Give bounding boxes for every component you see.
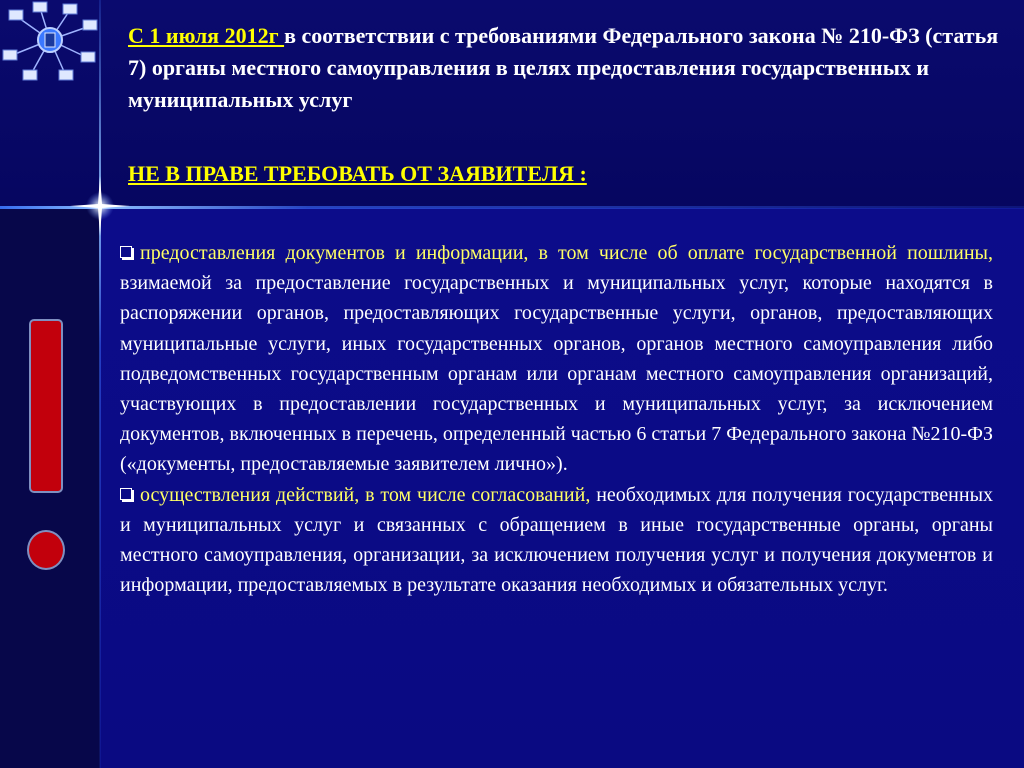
- list-item-text: взимаемой за предоставление государственных и муниципальных услуг, которые находятся в распоряжении органов, предоставляющих государственные услуги, органов, предоставляющих муниципальные услуги, иных государственных органов, органов местного самоуправления либо подведомственных государственным органам или органам местного самоуправления организаций, участвующих в предоставлении государственных и муниципальных услуг, за исключением документов, включенных в перечень, определенный частью 6 статьи 7 Федерального закона №210-ФЗ («документы, предоставляемые заявителем лично»).: [120, 272, 993, 476]
- list-item-text: необходимых для получения государственных и муниципальных услуг и связанных с обращением в иные государственные органы, органы местного самоуправления, организации, за исключением получения услуг и получения документов и информации, предоставляемых в результате оказания необходимых и обязательных услуг.: [120, 483, 994, 597]
- network-icon: [0, 0, 100, 90]
- notice-heading: НЕ В ПРАВЕ ТРЕБОВАТЬ ОТ ЗАЯВИТЕЛЯ :: [128, 161, 587, 186]
- header-statement: [128, 20, 1008, 116]
- checkbox-bullet-icon: [120, 246, 132, 258]
- exclamation-dot-icon: [27, 530, 65, 570]
- exclamation-mark-icon: [29, 319, 63, 493]
- checkbox-bullet-icon: [120, 488, 132, 500]
- requirements-list: [120, 238, 993, 600]
- list-item: [120, 238, 993, 480]
- header-intro-text: в соответствии с требованиями Федерального закона № 210-ФЗ (статья 7) органы местного самоуправления в целях предоставления государственных и муниципальных услуг: [128, 23, 999, 112]
- effective-date: С 1 июля 2012г: [128, 23, 285, 48]
- vertical-light-line: [99, 0, 101, 768]
- list-item-highlight: предоставления документов и информации, в том числе об оплате государственной пошлины,: [140, 242, 993, 264]
- sparkle-star-icon: [70, 176, 130, 236]
- horizontal-light-line: [0, 206, 1024, 209]
- list-item-highlight: осуществления действий, в том числе согласований,: [140, 483, 591, 506]
- list-item: [120, 480, 993, 601]
